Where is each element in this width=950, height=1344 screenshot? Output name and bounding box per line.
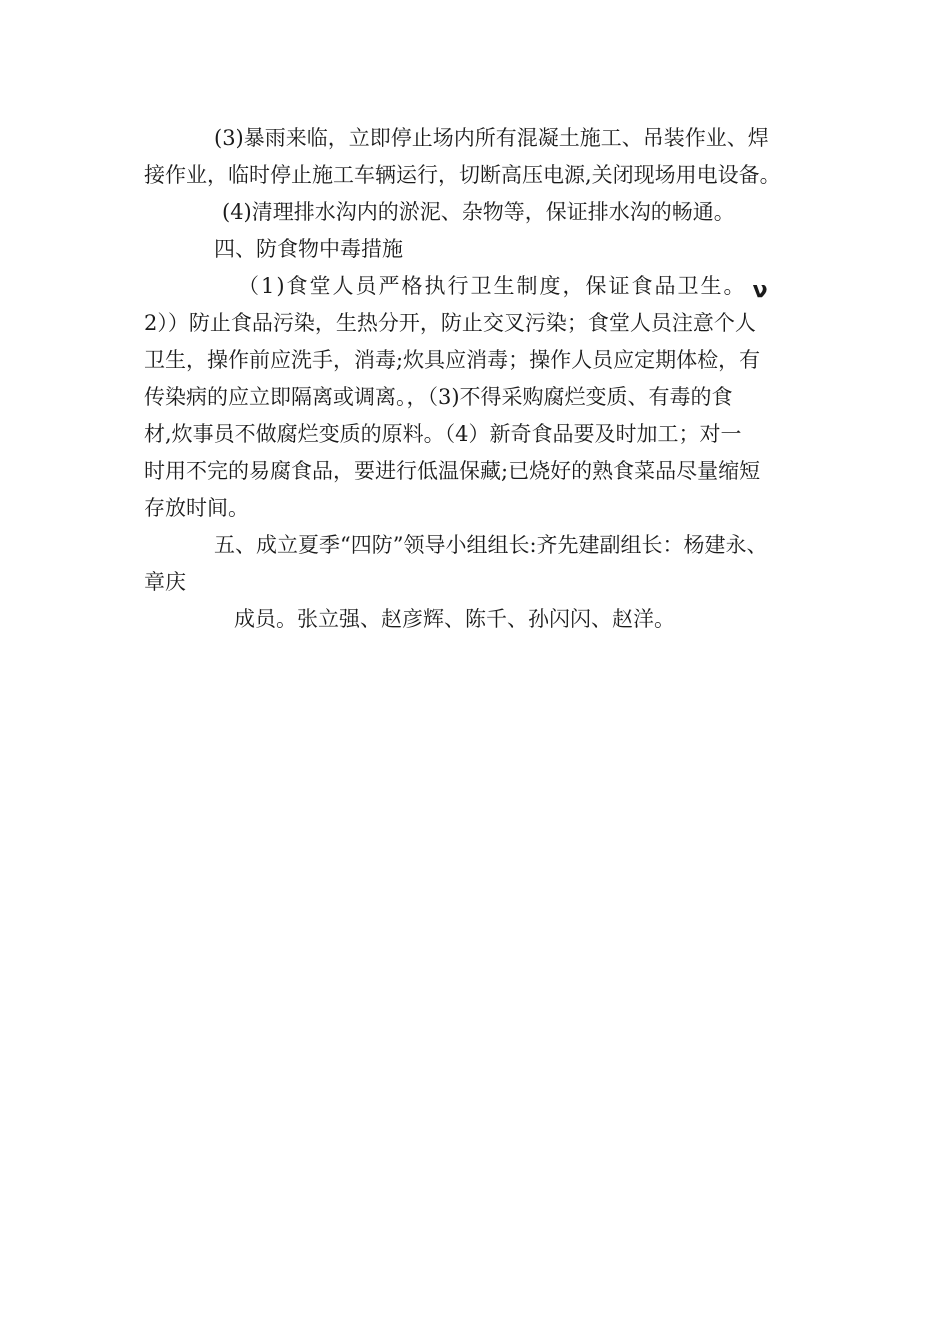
paragraph-line: 章庆 <box>144 570 186 594</box>
paragraph-line: 2））防止食品污染，生热分开，防止交叉污染；食堂人员注意个人 <box>144 311 756 335</box>
paragraph-line: 卫生，操作前应洗手，消毒;炊具应消毒；操作人员应定期体检，有 <box>144 348 761 372</box>
stray-mark: ν <box>752 278 770 303</box>
paragraph-line: 传染病的应立即隔离或调离。，（3)不得采购腐烂变质、有毒的食 <box>144 385 733 409</box>
paragraph-line: 成员。张立强、赵彦辉、陈千、孙闪闪、赵洋。 <box>234 607 675 631</box>
paragraph-line: 接作业，临时停止施工车辆运行，切断高压电源,关闭现场用电设备。 <box>144 163 781 187</box>
section-heading: 五、成立夏季“四防”领导小组组长:齐先建副组长：杨建永、 <box>214 533 768 557</box>
section-heading: 四、防食物中毒措施 <box>214 237 403 261</box>
paragraph-line <box>238 273 770 303</box>
paragraph-line: 存放时间。 <box>144 496 249 520</box>
paragraph-line: (3)暴雨来临，立即停止场内所有混凝土施工、吊装作业、焊 <box>214 126 769 150</box>
paragraph-line: 时用不完的易腐食品，要进行低温保藏;已烧好的熟食菜品尽量缩短 <box>144 459 761 483</box>
line-text: （1)食堂人员严格执行卫生制度，保证食品卫生。 <box>238 274 747 298</box>
paragraph-line: 材,炊事员不做腐烂变质的原料。（4）新奇食品要及时加工；对一 <box>144 422 742 446</box>
paragraph-line: (4)清理排水沟内的淤泥、杂物等，保证排水沟的畅通。 <box>222 200 735 224</box>
